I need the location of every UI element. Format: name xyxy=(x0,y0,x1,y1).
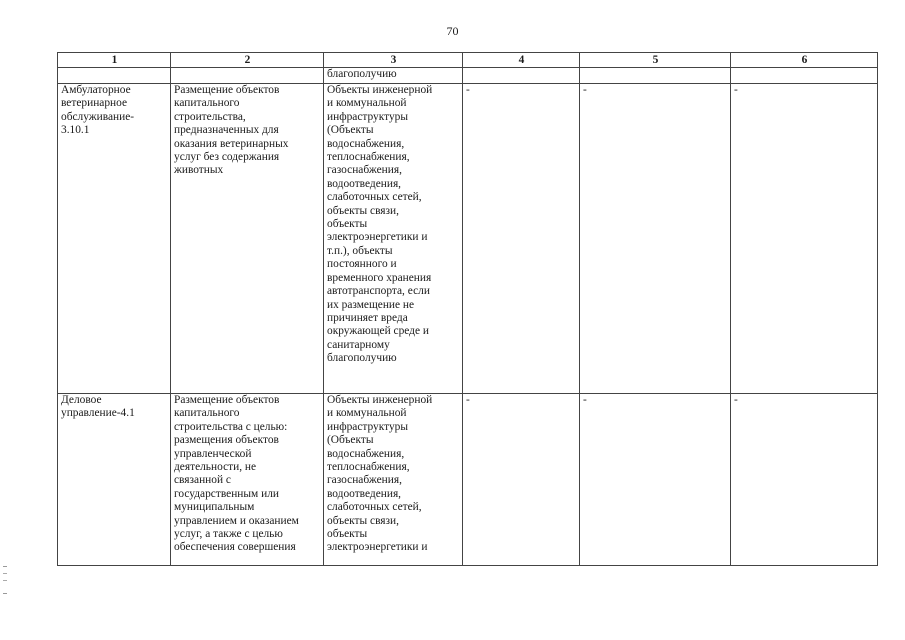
cell-dash: - xyxy=(463,394,580,566)
column-header-4: 4 xyxy=(463,53,580,68)
continuation-row xyxy=(58,68,878,84)
cell-empty xyxy=(731,68,878,84)
header-row xyxy=(58,53,878,68)
cell-dash: - xyxy=(463,84,580,394)
column-header-3: 3 xyxy=(324,53,463,68)
use-type-description: Размещение объектов капитального строительства с целью: размещения объектов управленческой деятельности, не связанной с государственным или муниципальным управлением и оказанием услуг, а также с целью обеспечения совершения xyxy=(171,394,324,566)
cell-empty xyxy=(58,68,171,84)
land-use-table xyxy=(57,52,878,566)
cell-dash: - xyxy=(731,394,878,566)
cell-dash: - xyxy=(580,394,731,566)
cell-dash: - xyxy=(731,84,878,394)
cell-dash: - xyxy=(580,84,731,394)
use-type-name: Деловое управление-4.1 xyxy=(58,394,171,566)
auxiliary-uses: Объекты инженерной и коммунальной инфраструктуры (Объекты водоснабжения, теплоснабжения, газоснабжения, водоотведения, слаботочных сетей, объекты связи, объекты электроэнергетики и xyxy=(324,394,463,566)
table-row xyxy=(58,394,878,566)
use-type-description: Размещение объектов капитального строительства, предназначенных для оказания ветеринарных услуг без содержания животных xyxy=(171,84,324,394)
use-type-name: Амбулаторное ветеринарное обслуживание- 3.10.1 xyxy=(58,84,171,394)
auxiliary-uses: Объекты инженерной и коммунальной инфраструктуры (Объекты водоснабжения, теплоснабжения, газоснабжения, водоотведения, слаботочных сетей, объекты связи, объекты электроэнергетики и т.п.), объекты постоянного и временного хранения автотранспорта, если их размещение не причиняет вреда окружающей среде и санитарному благополучию xyxy=(324,84,463,394)
cell-empty xyxy=(171,68,324,84)
continuation-text: благополучию xyxy=(324,68,463,84)
column-header-6: 6 xyxy=(731,53,878,68)
cell-empty xyxy=(463,68,580,84)
cell-empty xyxy=(580,68,731,84)
table-row xyxy=(58,84,878,394)
column-header-5: 5 xyxy=(580,53,731,68)
column-header-1: 1 xyxy=(58,53,171,68)
scan-margin-mark xyxy=(3,566,7,594)
column-header-2: 2 xyxy=(171,53,324,68)
page-number: 70 xyxy=(446,24,459,38)
